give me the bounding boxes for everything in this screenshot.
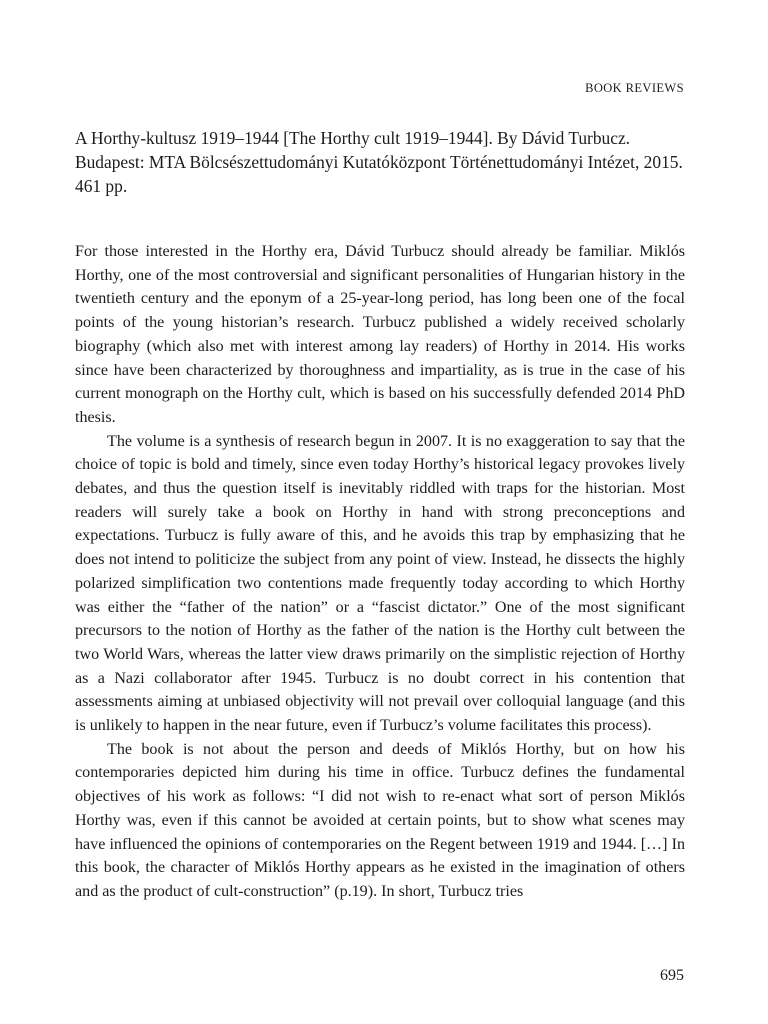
paragraph-3: The book is not about the person and deeds of Miklós Horthy, but on how his contemporaries depicted him during his time in office. Turbucz defines the fundamental objectives of his work as follows: “I did not wish to re-enact what sort of person Miklós Horthy was, even if this cannot be avoided at certain points, but to show what scenes may have influenced the opinions of contemporaries on the Regent between 1919 and 1944. […] In this book, the character of Miklós Horthy appears as he existed in the imagination of others and as the product of cult-construction” (p.19). In short, Turbucz tries	[75, 740, 685, 900]
book-citation: A Horthy-kultusz 1919–1944 [The Horthy cult 1919–1944]. By Dávid Turbucz. Budapest: MTA Bölcsészettudományi Kutatóközpont Történettudományi Intézet, 2015. 461 pp.	[75, 128, 683, 196]
running-head: BOOK REVIEWS	[585, 81, 684, 95]
paragraph-2: The volume is a synthesis of research begun in 2007. It is no exaggeration to say that the choice of topic is bold and timely, since even today Horthy’s historical legacy provokes lively debates, and thus the question itself is inevitably riddled with traps for the historian. Most readers will surely take a book on Horthy in hand with strong preconceptions and expectations. Turbucz is fully aware of this, and he avoids this trap by emphasizing that he does not intend to politicize the subject from any point of view. Instead, he dissects the highly polarized simplification two contentions made frequently today according to which Horthy was either the “father of the nation” or a “fascist dictator.” One of the most significant precursors to the notion of Horthy as the father of the nation is the Horthy cult between the two World Wars, whereas the latter view draws primarily on the simplistic rejection of Horthy as a Nazi collaborator after 1945. Turbucz is no doubt correct in his contention that assessments aiming at unbiased objectivity will not prevail over colloquial language (and this is unlikely to happen in the near future, even if Turbucz’s volume facilitates this process).	[75, 432, 685, 735]
paragraph-1: For those interested in the Horthy era, Dávid Turbucz should already be familiar. Miklós Horthy, one of the most controversial and significant personalities of Hungarian history in the twentieth century and the eponym of a 25-year-long period, has long been one of the focal points of the young historian’s research. Turbucz published a widely received scholarly biography (which also met with interest among lay readers) of Horthy in 2014. His works since have been characterized by thoroughness and impartiality, as is true in the case of his current monograph on the Horthy cult, which is based on his successfully defended 2014 PhD thesis.	[75, 243, 685, 426]
page-number: 695	[660, 967, 684, 984]
review-body	[75, 240, 685, 904]
